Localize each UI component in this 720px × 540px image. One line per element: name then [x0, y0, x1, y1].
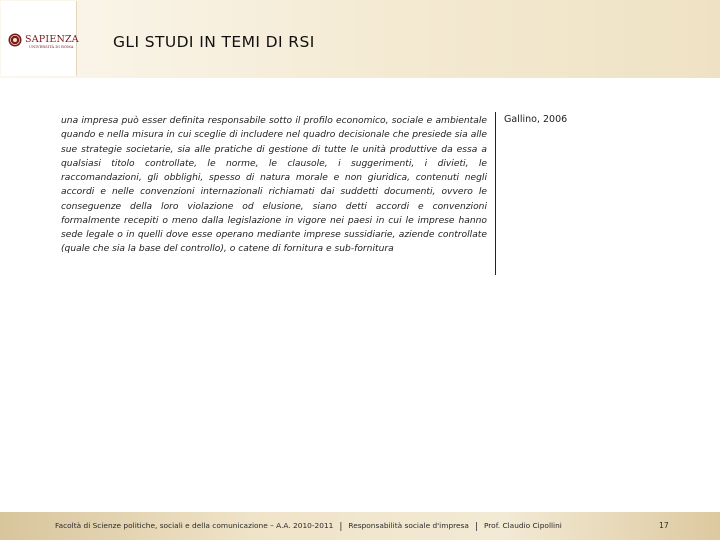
university-logo — [1, 1, 77, 76]
logo-wordmark: SAPIENZA — [25, 34, 79, 45]
university-seal-icon — [8, 33, 22, 47]
footer-separator: | — [474, 522, 478, 532]
footer-info — [55, 521, 562, 532]
footer-professor: Prof. Claudio Cipollini — [483, 521, 562, 530]
definition-quote: una impresa può esser definita responsabile sotto il profilo economico, sociale e ambientale quando e nella misura in cui sceglie di includere nel quadro decisionale che presiede sia alle sue strategie societarie, sia alle pratiche di gestione di tutte le unità produttive da essa a qualsiasi titolo controllate, le norme, le clausole, i suggerimenti, i divieti, le raccomandazioni, gli obblighi, spesso di natura morale e non giuridica, contenuti negli accordi e nelle convenzioni internazionali richiamati dai suddetti documenti, ovvero le conseguenze della loro violazione od elusione, siano detti accordi e convenzioni formalmente recepiti o meno dalla legislazione in vigore nei paesi in cui le imprese hanno sede legale o in quelli dove esse operano mediante imprese sussidiarie, aziende controllate (quale che sia la base del controllo), o catene di fornitura e sub-fornitura — [61, 116, 487, 255]
quote-author: Gallino, 2006 — [504, 114, 568, 125]
page-number: 17 — [659, 521, 669, 530]
footer-course: Responsabilità sociale d'impresa — [348, 521, 469, 530]
footer-faculty: Facoltà di Scienze politiche, sociali e della comunicazione – A.A. 2010-2011 — [55, 521, 334, 530]
slide-title: GLI STUDI IN TEMI DI RSI — [113, 33, 315, 51]
logo-subtext: UNIVERSITÀ DI ROMA — [29, 45, 74, 49]
quote-divider — [495, 112, 496, 275]
footer-bar — [0, 512, 720, 540]
footer-separator: | — [339, 522, 343, 532]
header-bar — [0, 0, 720, 78]
